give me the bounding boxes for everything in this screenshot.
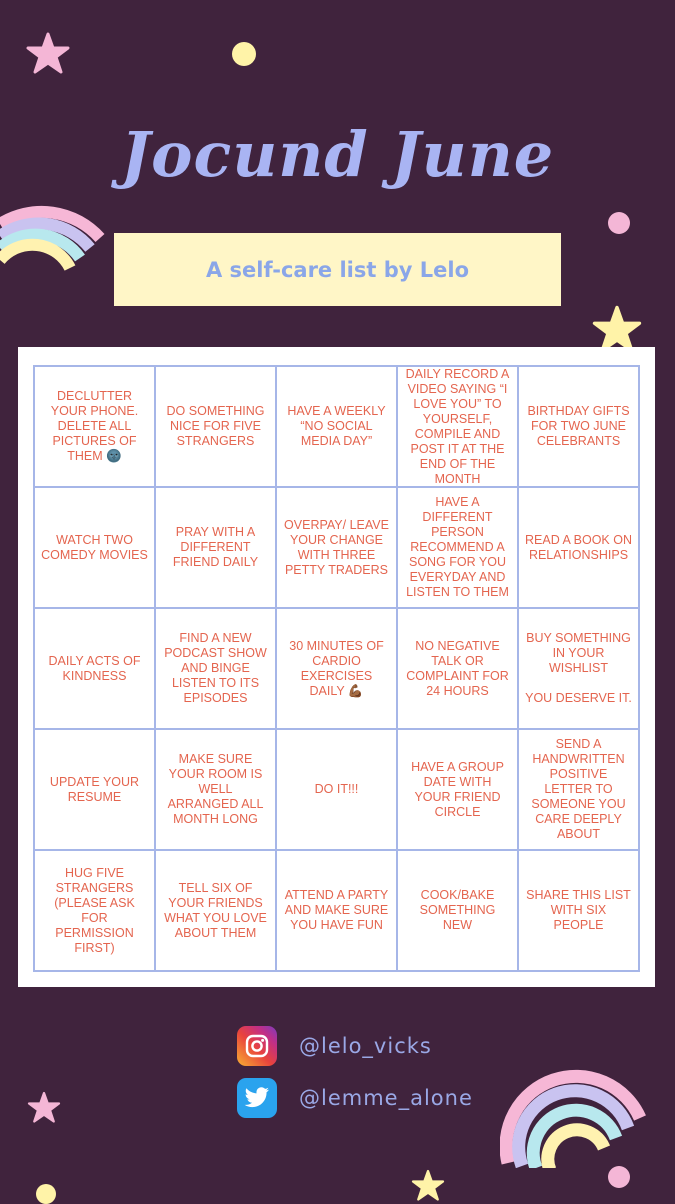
grid-cell: HUG FIVE STRANGERS (PLEASE ASK FOR PERMISSION FIRST): [35, 851, 156, 972]
grid-cell: BUY SOMETHING IN YOUR WISHLIST YOU DESERVE IT.: [519, 609, 640, 730]
grid-cell: DO IT!!!: [277, 730, 398, 851]
pink-star-small-icon: [26, 1090, 62, 1126]
grid-cell: DO SOMETHING NICE FOR FIVE STRANGERS: [156, 367, 277, 488]
grid-cell: DAILY ACTS OF KINDNESS: [35, 609, 156, 730]
instagram-icon[interactable]: [237, 1026, 277, 1066]
page-title: Jocund June: [120, 118, 555, 191]
grid-cell: BIRTHDAY GIFTS FOR TWO JUNE CELEBRANTS: [519, 367, 640, 488]
grid-cell: HAVE A GROUP DATE WITH YOUR FRIEND CIRCLE: [398, 730, 519, 851]
grid-cell: HAVE A WEEKLY “NO SOCIAL MEDIA DAY”: [277, 367, 398, 488]
grid-cell: WATCH TWO COMEDY MOVIES: [35, 488, 156, 609]
pink-dot: [608, 212, 630, 234]
yellow-dot: [232, 42, 256, 66]
grid-cell: FIND A NEW PODCAST SHOW AND BINGE LISTEN TO ITS EPISODES: [156, 609, 277, 730]
bingo-card: [18, 347, 655, 987]
grid-cell: READ A BOOK ON RELATIONSHIPS: [519, 488, 640, 609]
grid-cell: OVERPAY/ LEAVE YOUR CHANGE WITH THREE PETTY TRADERS: [277, 488, 398, 609]
yellow-dot-bottom: [36, 1184, 56, 1204]
grid-cell: NO NEGATIVE TALK OR COMPLAINT FOR 24 HOURS: [398, 609, 519, 730]
grid-cell: SHARE THIS LIST WITH SIX PEOPLE: [519, 851, 640, 972]
yellow-star-bottom-icon: [410, 1168, 446, 1204]
grid-cell: TELL SIX OF YOUR FRIENDS WHAT YOU LOVE ABOUT THEM: [156, 851, 277, 972]
subtitle: A self-care list by Lelo: [205, 257, 470, 282]
grid-cell: 30 MINUTES OF CARDIO EXERCISES DAILY 💪🏾: [277, 609, 398, 730]
rainbow-right-icon: [500, 1058, 650, 1168]
twitter-icon[interactable]: [237, 1078, 277, 1118]
grid-cell: MAKE SURE YOUR ROOM IS WELL ARRANGED ALL MONTH LONG: [156, 730, 277, 851]
grid-cell: DAILY RECORD A VIDEO SAYING “I LOVE YOU” TO YOURSELF, COMPILE AND POST IT AT THE END OF THE MONTH: [398, 367, 519, 488]
grid-cell: ATTEND A PARTY AND MAKE SURE YOU HAVE FUN: [277, 851, 398, 972]
subtitle-banner: [114, 233, 561, 306]
grid-cell: UPDATE YOUR RESUME: [35, 730, 156, 851]
pink-dot-bottom: [608, 1166, 630, 1188]
twitter-row[interactable]: [237, 1078, 473, 1118]
grid-cell: HAVE A DIFFERENT PERSON RECOMMEND A SONG FOR YOU EVERYDAY AND LISTEN TO THEM: [398, 488, 519, 609]
rainbow-left-icon: [0, 196, 106, 296]
twitter-handle[interactable]: @lemme_alone: [299, 1086, 473, 1110]
bingo-grid: [33, 365, 640, 972]
grid-cell: PRAY WITH A DIFFERENT FRIEND DAILY: [156, 488, 277, 609]
grid-cell: SEND A HANDWRITTEN POSITIVE LETTER TO SOMEONE YOU CARE DEEPLY ABOUT: [519, 730, 640, 851]
pink-star-icon: [24, 30, 72, 78]
grid-cell: DECLUTTER YOUR PHONE. DELETE ALL PICTURES OF THEM 🌚: [35, 367, 156, 488]
instagram-handle[interactable]: @lelo_vicks: [299, 1034, 432, 1058]
instagram-row[interactable]: [237, 1026, 432, 1066]
grid-cell: COOK/BAKE SOMETHING NEW: [398, 851, 519, 972]
